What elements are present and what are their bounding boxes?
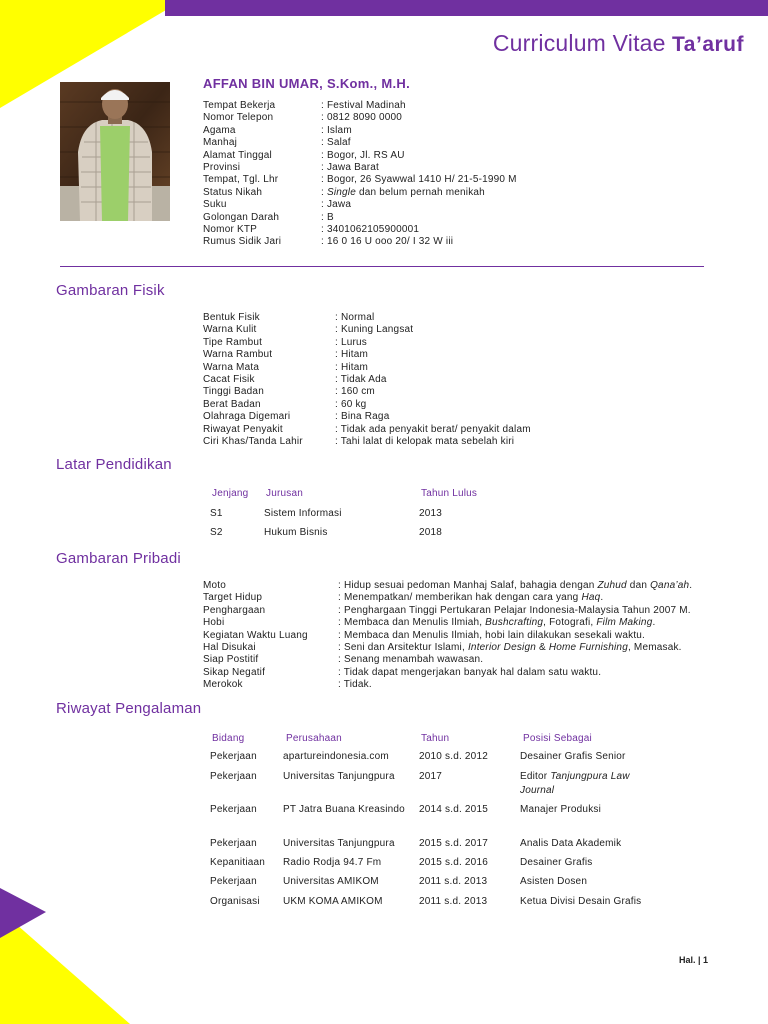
profile-field-row <box>203 174 517 186</box>
full-name: AFFAN BIN UMAR, S.Kom., M.H. <box>203 76 411 91</box>
profile-field-row <box>203 125 517 137</box>
physical-fields <box>203 312 531 448</box>
experience-header: Bidang <box>212 733 245 744</box>
profile-field-value-text: : 3401062105900001 <box>321 224 420 236</box>
physical-field-label: Warna Kulit <box>203 324 257 336</box>
profile-field-value-text: : Bogor, Jl. RS AU <box>321 149 405 161</box>
colon: : <box>321 186 327 198</box>
personal-field-label: Hal Disukai <box>203 642 256 654</box>
profile-field-label: Status Nikah <box>203 186 263 198</box>
profile-photo <box>60 82 170 221</box>
personal-field-row <box>203 667 692 679</box>
personal-field-value <box>338 580 692 592</box>
personal-field-value <box>338 617 655 629</box>
personal-field-value <box>338 642 682 654</box>
experience-posisi-text: Manajer Produksi <box>520 804 602 815</box>
physical-field-label: Berat Badan <box>203 398 261 410</box>
physical-field-value-text: : Bina Raga <box>335 411 390 423</box>
profile-field-label: Tempat, Tgl. Lhr <box>203 174 279 186</box>
personal-field-label: Hobi <box>203 617 225 629</box>
profile-field-value-text: : Festival Madinah <box>321 100 406 111</box>
profile-field-value-text: : 16 0 16 U ooo 20/ I 32 W iii <box>321 236 454 248</box>
section-title-pengalaman: Riwayat Pengalaman <box>56 700 202 717</box>
profile-field-label: Suku <box>203 199 227 211</box>
profile-field-value <box>321 199 351 211</box>
education-cell: Hukum Bisnis <box>264 527 328 538</box>
experience-posisi-text: Editor <box>520 771 551 782</box>
profile-field-row <box>203 199 517 211</box>
profile-field-value <box>321 162 379 174</box>
title-bold: Ta’aruf <box>672 33 744 56</box>
physical-field-value-text: : 160 cm <box>335 386 375 398</box>
physical-field-row <box>203 374 531 386</box>
profile-field-value <box>321 174 517 186</box>
physical-field-label: Ciri Khas/Tanda Lahir <box>203 436 303 448</box>
physical-field-value <box>335 411 389 423</box>
profile-field-value-text: : Salaf <box>321 137 351 149</box>
experience-tahun: 2011 s.d. 2013 <box>419 896 488 907</box>
personal-field-label: Target Hidup <box>203 592 263 604</box>
corner-decoration-bottom <box>0 880 140 1024</box>
profile-field-row <box>203 162 517 174</box>
physical-field-value <box>335 386 375 398</box>
section-title-pendidikan: Latar Pendidikan <box>56 456 172 473</box>
physical-field-label: Riwayat Penyakit <box>203 423 283 435</box>
physical-field-value <box>335 324 413 336</box>
physical-field-row <box>203 349 531 361</box>
profile-field-value-text: dan belum pernah menikah <box>355 186 485 198</box>
profile-field-label: Alamat Tinggal <box>203 149 272 161</box>
profile-field-value <box>321 212 334 224</box>
physical-field-row <box>203 324 531 336</box>
profile-field-value <box>321 137 351 149</box>
experience-tahun: 2015 s.d. 2017 <box>419 838 488 849</box>
profile-field-value-italic: Single <box>326 186 356 198</box>
profile-field-label: Agama <box>203 124 236 136</box>
experience-posisi <box>520 803 648 817</box>
physical-field-value-text: : Hitam <box>335 349 369 361</box>
experience-bidang: Pekerjaan <box>210 751 257 762</box>
education-cell: Sistem Informasi <box>264 508 342 519</box>
profile-field-row <box>203 150 517 162</box>
experience-posisi-italic: Tanjungpura Law Journal <box>520 771 630 796</box>
physical-field-row <box>203 424 531 436</box>
physical-field-value <box>335 399 366 411</box>
profile-field-label: Tempat Bekerja <box>203 100 276 111</box>
profile-field-value <box>321 112 402 124</box>
profile-field-value-text: : Jawa Barat <box>321 162 379 174</box>
personal-field-row <box>203 642 692 654</box>
profile-field-value <box>321 187 485 199</box>
physical-field-value-text: : Normal <box>335 312 375 323</box>
profile-field-row <box>203 187 517 199</box>
experience-perusahaan: apartureindonesia.com <box>283 751 389 762</box>
physical-field-row <box>203 399 531 411</box>
profile-field-row <box>203 137 517 149</box>
experience-bidang: Pekerjaan <box>210 804 257 815</box>
experience-bidang: Pekerjaan <box>210 876 257 887</box>
physical-field-value <box>335 374 387 386</box>
profile-field-label: Manhaj <box>203 137 237 149</box>
profile-field-label: Nomor KTP <box>203 224 258 236</box>
education-header: Jenjang <box>212 488 249 499</box>
physical-field-value <box>335 349 368 361</box>
physical-field-value-text: : Tidak Ada <box>335 374 387 386</box>
experience-perusahaan: Universitas AMIKOM <box>283 876 379 887</box>
experience-perusahaan: UKM KOMA AMIKOM <box>283 896 383 907</box>
experience-perusahaan: PT Jatra Buana Kreasindo <box>283 804 405 815</box>
personal-field-label: Moto <box>203 580 227 591</box>
personal-field-value-italic: Zuhud <box>597 580 627 591</box>
personal-field-row <box>203 654 692 666</box>
section-divider <box>60 266 704 267</box>
personal-field-value <box>338 654 483 666</box>
physical-field-label: Warna Rambut <box>203 349 273 361</box>
profile-field-value <box>321 150 405 162</box>
personal-field-row <box>203 617 692 629</box>
profile-field-value-text: : Islam <box>321 124 352 136</box>
personal-field-value-text: : Seni dan Arsitektur Islami, <box>338 642 468 654</box>
personal-field-value-text: : Tidak. <box>338 679 372 691</box>
profile-field-row <box>203 236 517 248</box>
physical-field-value <box>335 436 514 448</box>
profile-field-value <box>321 100 406 112</box>
experience-posisi <box>520 837 648 851</box>
physical-field-label: Bentuk Fisik <box>203 312 260 323</box>
profile-field-row <box>203 100 517 112</box>
personal-field-label: Sikap Negatif <box>203 666 266 678</box>
physical-field-value-text: : Tidak ada penyakit berat/ penyakit dalam <box>335 423 531 435</box>
personal-field-value-text: & <box>535 642 549 654</box>
profile-field-value <box>321 236 453 248</box>
experience-tahun: 2010 s.d. 2012 <box>419 751 488 762</box>
physical-field-value-text: : Tahi lalat di kelopak mata sebelah kiri <box>335 436 515 448</box>
experience-perusahaan: Radio Rodja 94.7 Fm <box>283 857 382 868</box>
physical-field-label: Tinggi Badan <box>203 386 264 398</box>
physical-field-value <box>335 424 531 436</box>
personal-field-row <box>203 605 692 617</box>
personal-field-value-text: : Membaca dan Menulis Ilmiah, hobi lain dilakukan sesekali waktu. <box>338 629 646 641</box>
personal-field-label: Penghargaan <box>203 604 266 616</box>
profile-fields <box>203 100 517 249</box>
experience-tahun: 2015 s.d. 2016 <box>419 857 488 868</box>
profile-field-value-text: : Jawa <box>321 199 352 211</box>
page-number: Hal. | 1 <box>679 955 709 965</box>
personal-field-label: Kegiatan Waktu Luang <box>203 629 308 641</box>
physical-field-value-text: : Hitam <box>335 361 369 373</box>
personal-field-value-italic: Bushcrafting <box>485 617 544 629</box>
experience-posisi <box>520 875 648 889</box>
experience-bidang: Pekerjaan <box>210 771 257 782</box>
section-title-fisik: Gambaran Fisik <box>56 282 165 299</box>
physical-field-value <box>335 312 374 324</box>
profile-field-value-text: : B <box>321 211 334 223</box>
personal-field-value-text: : Penghargaan Tinggi Pertukaran Pelajar Indonesia-Malaysia Tahun 2007 M. <box>338 604 691 616</box>
experience-posisi-text: Desainer Grafis <box>520 857 593 868</box>
personal-field-row <box>203 592 692 604</box>
personal-field-value-italic: Film Making <box>596 617 653 629</box>
section-title-pribadi: Gambaran Pribadi <box>56 550 181 567</box>
physical-field-row <box>203 411 531 423</box>
personal-fields <box>203 580 692 692</box>
experience-tahun: 2014 s.d. 2015 <box>419 804 488 815</box>
education-cell: S1 <box>210 508 223 519</box>
personal-field-value <box>338 679 372 691</box>
personal-field-value-text: : Membaca dan Menulis Ilmiah, <box>338 617 486 629</box>
experience-posisi <box>520 856 648 870</box>
physical-field-label: Cacat Fisik <box>203 374 255 386</box>
experience-posisi-text: Asisten Dosen <box>520 876 588 887</box>
physical-field-label: Warna Mata <box>203 361 260 373</box>
experience-posisi <box>520 895 648 909</box>
physical-field-label: Olahraga Digemari <box>203 411 291 423</box>
experience-posisi-text: Desainer Grafis Senior <box>520 751 626 762</box>
profile-field-value <box>321 224 419 236</box>
experience-tahun: 2011 s.d. 2013 <box>419 876 488 887</box>
experience-posisi <box>520 770 648 798</box>
personal-field-value-text: : Hidup sesuai pedoman Manhaj Salaf, bahagia dengan <box>338 580 598 591</box>
personal-field-row <box>203 630 692 642</box>
physical-field-row <box>203 337 531 349</box>
personal-field-value-text: dan <box>626 580 651 591</box>
physical-field-row <box>203 312 531 324</box>
profile-field-row <box>203 224 517 236</box>
personal-field-value <box>338 605 691 617</box>
experience-perusahaan: Universitas Tanjungpura <box>283 771 395 782</box>
personal-field-label: Merokok <box>203 679 243 691</box>
experience-posisi-text: Analis Data Akademik <box>520 838 622 849</box>
personal-field-value-text: . <box>689 580 693 591</box>
profile-field-label: Provinsi <box>203 162 241 174</box>
physical-field-row <box>203 362 531 374</box>
personal-field-value-italic: Home Furnishing <box>548 642 628 654</box>
education-cell: 2018 <box>419 527 443 538</box>
personal-field-value-text: . <box>652 617 656 629</box>
education-cell: 2013 <box>419 508 443 519</box>
physical-field-value-text: : 60 kg <box>335 398 367 410</box>
personal-field-row <box>203 580 692 592</box>
personal-field-value-italic: Haq <box>581 592 601 604</box>
profile-field-value <box>321 125 352 137</box>
physical-field-value <box>335 362 368 374</box>
experience-bidang: Kepanitiaan <box>210 857 266 868</box>
physical-field-row <box>203 436 531 448</box>
physical-field-label: Tipe Rambut <box>203 336 263 348</box>
experience-header: Tahun <box>421 733 450 744</box>
personal-field-value <box>338 667 601 679</box>
experience-header: Perusahaan <box>286 733 342 744</box>
personal-field-value-italic: Interior Design <box>467 642 536 654</box>
experience-posisi-text: Ketua Divisi Desain Grafis <box>520 896 642 907</box>
education-header: Tahun Lulus <box>421 488 478 499</box>
personal-field-value-text: , Fotografi, <box>543 617 597 629</box>
experience-bidang: Organisasi <box>210 896 260 907</box>
education-header: Jurusan <box>266 488 303 499</box>
education-cell: S2 <box>210 527 223 538</box>
personal-field-value-text: : Senang menambah wawasan. <box>338 654 484 666</box>
profile-field-row <box>203 212 517 224</box>
document-title <box>493 30 744 57</box>
experience-posisi <box>520 750 648 764</box>
physical-field-row <box>203 386 531 398</box>
experience-perusahaan: Universitas Tanjungpura <box>283 838 395 849</box>
personal-field-value-text: : Menempatkan/ memberikan hak dengan cara yang <box>338 592 582 604</box>
personal-field-value <box>338 630 645 642</box>
header-bar <box>165 0 768 16</box>
physical-field-value-text: : Kuning Langsat <box>335 324 414 336</box>
physical-field-value-text: : Lurus <box>335 336 367 348</box>
personal-field-value-text: , Memasak. <box>627 642 682 654</box>
personal-field-value-text: : Tidak dapat mengerjakan banyak hal dalam satu waktu. <box>338 666 602 678</box>
personal-field-label: Siap Postitif <box>203 654 259 666</box>
personal-field-value-italic: Qana’ah <box>650 580 690 591</box>
title-plain: Curriculum Vitae <box>492 30 666 56</box>
profile-field-label: Nomor Telepon <box>203 112 274 124</box>
personal-field-value-text: . <box>600 592 604 604</box>
profile-field-row <box>203 112 517 124</box>
physical-field-value <box>335 337 367 349</box>
personal-field-row <box>203 679 692 691</box>
profile-field-label: Rumus Sidik Jari <box>203 236 282 248</box>
profile-field-value-text: : 0812 8090 0000 <box>321 112 403 124</box>
personal-field-value <box>338 592 603 604</box>
profile-field-label: Golongan Darah <box>203 211 280 223</box>
experience-bidang: Pekerjaan <box>210 838 257 849</box>
experience-header: Posisi Sebagai <box>523 733 592 744</box>
profile-field-value-text: : Bogor, 26 Syawwal 1410 H/ 21-5-1990 M <box>321 174 517 186</box>
experience-tahun: 2017 <box>419 771 443 782</box>
